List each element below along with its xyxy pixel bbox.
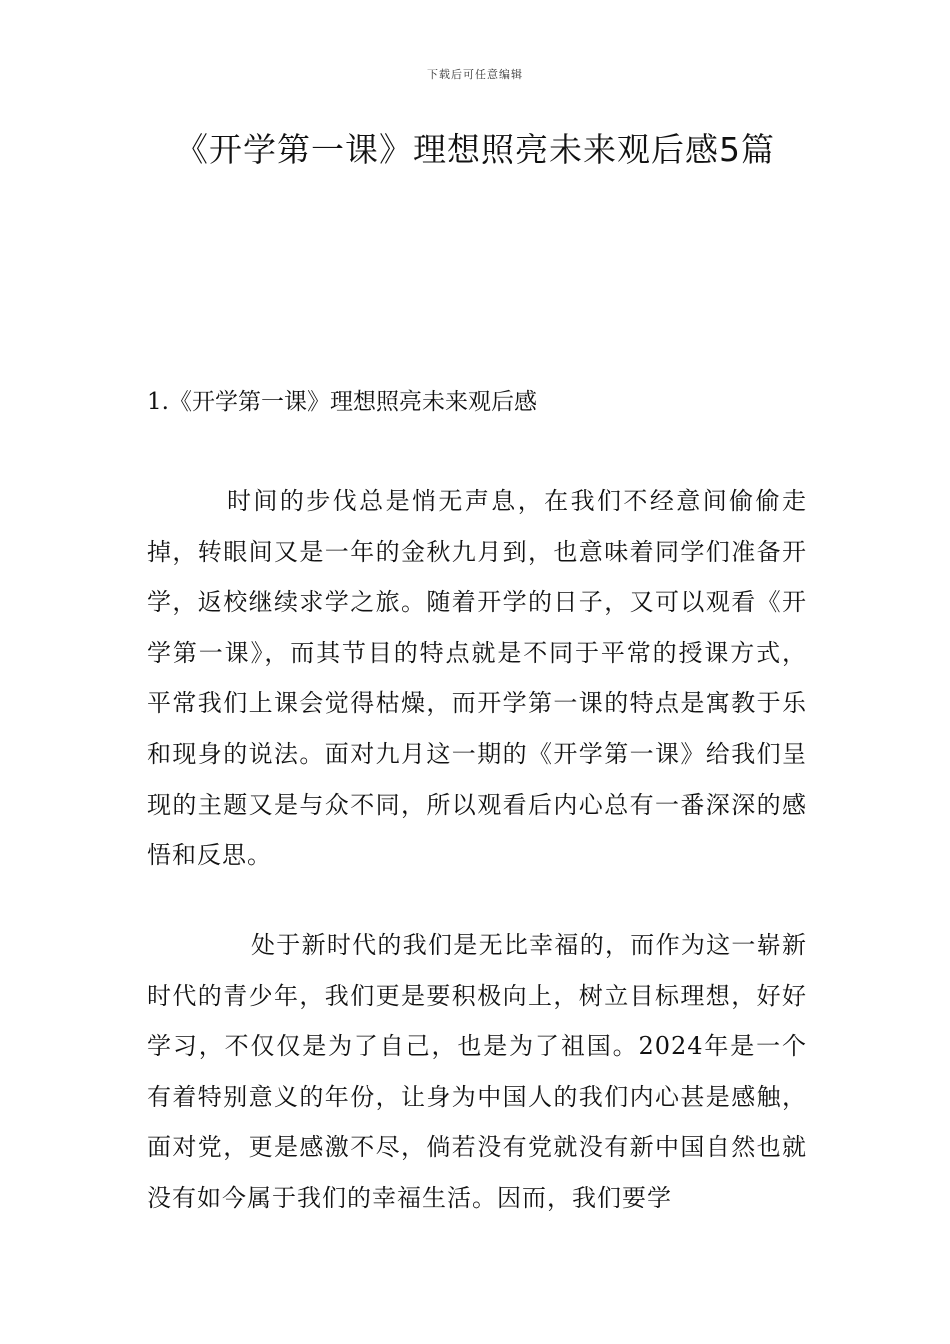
header-note: 下载后可任意编辑: [427, 68, 523, 81]
body-paragraph: 处于新时代的我们是无比幸福的，而作为这一崭新时代的青少年，我们更是要积极向上，树立目标理想，好好学习，不仅仅是为了自己，也是为了祖国。2024年是一个有着特别意义的年份，让身为中国人的我们内心甚是感触，面对党，更是感激不尽，倘若没有党就没有新中国自然也就没有如今属于我们的幸福生活。因而，我们要学: [147, 931, 807, 1212]
section-heading: 1.《开学第一课》理想照亮未来观后感: [147, 389, 537, 415]
document-title: 《开学第一课》理想照亮未来观后感5篇: [175, 130, 775, 169]
body-paragraph: 时间的步伐总是悄无声息，在我们不经意间偷偷走掉，转眼间又是一年的金秋九月到，也意味着同学们准备开学，返校继续求学之旅。随着开学的日子，又可以观看《开学第一课》，而其节目的特点就是不同于平常的授课方式，平常我们上课会觉得枯燥，而开学第一课的特点是寓教于乐和现身的说法。面对九月这一期的《开学第一课》给我们呈现的主题又是与众不同，所以观看后内心总有一番深深的感悟和反思。: [147, 487, 807, 870]
